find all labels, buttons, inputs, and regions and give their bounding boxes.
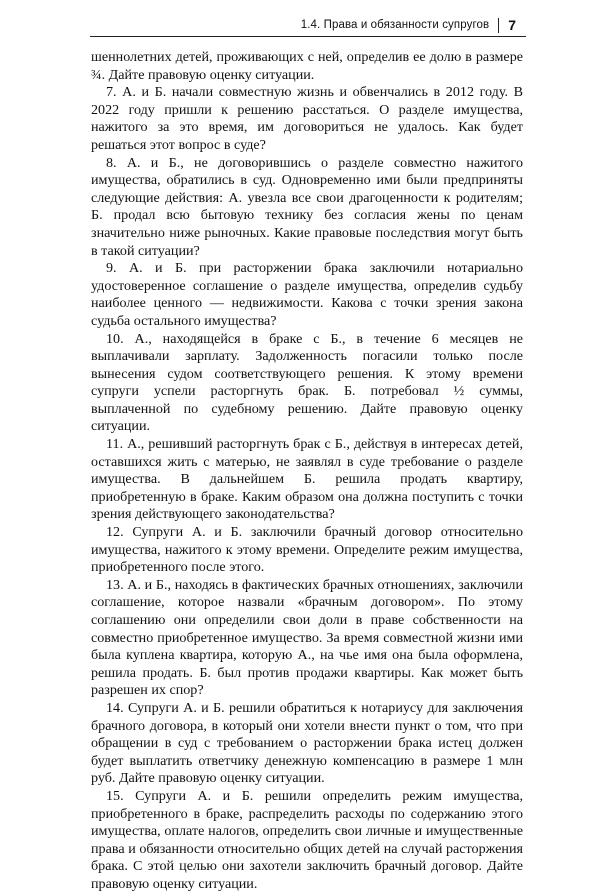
running-header xyxy=(90,14,526,37)
section-title: 1.4. Права и обязанности супругов xyxy=(300,19,490,31)
question-7: 7. А. и Б. начали совместную жизнь и обвенчались в 2012 году. В 2022 году пришли к решению расстаться. О разделе имущества, нажитого за это время, им договориться не удалось. Как будет решаться этот вопрос в суде? xyxy=(91,84,523,153)
question-14: 14. Супруги А. и Б. решили обратиться к нотариусу для заключения брачного договора, в который они хотели внести пункт о том, что при обращении в суд с требованием о расторжении брака истец должен будет выплатить ответчику денежную компенсацию в размере 1 млн руб. Дайте правовую оценку ситуации. xyxy=(91,699,523,787)
page-body xyxy=(91,49,523,894)
question-8: 8. А. и Б., не договорившись о разделе совместно нажитого имущества, обратились в суд. Одновременно ими были предприняты следующие действия: А. увезла все свои драгоценности к родителям; Б. продал всю бытовую технику без согласия жены по ценам значительно ниже рыночных. Какие правовые последствия могут быть в такой ситуации? xyxy=(91,154,523,259)
question-10: 10. А., находящейся в браке с Б., в течение 6 месяцев не выплачивали зарплату. Задолженность погасили только после вынесения судом соответствующего решения. К этому времени супруги успели расторгнуть брак. Б. потребовал ½ суммы, выплаченной по судебному решению. Дайте правовую оценку ситуации. xyxy=(91,330,523,435)
question-15: 15. Супруги А. и Б. решили определить режим имущества, приобретенного в браке, распределить расходы по содержанию этого имущества, оплате налогов, определить свои личные и имущественные права и обязанности относительно общих детей на случай расторжения брака. С этой целью они захотели заключить брачный договор. Дайте правовую оценку ситуации. xyxy=(91,787,523,892)
question-11: 11. А., решивший расторгнуть брак с Б., действуя в интересах детей, оставшихся жить с матерью, не заявлял в суде требование о разделе имущества. В дальнейшем Б. решила продать квартиру, приобретенную в браке. Каким образом она должна поступить с точки зрения действующего законодательства? xyxy=(91,436,523,523)
page-number: 7 xyxy=(508,17,516,33)
header-separator xyxy=(498,18,499,33)
question-12: 12. Супруги А. и Б. заключили брачный договор относительно имущества, нажитого к этому времени. Определите режим имущества, приобретенного после этого. xyxy=(91,524,523,576)
question-13: 13. А. и Б., находясь в фактических брачных отношениях, заключили соглашение, которое назвали «брачным договором». По этому соглашению они определили свои доли в праве собственности на совместно приобретенное имущество. За время совместной жизни ими была куплена квартира, которую А., на чье имя она была оформлена, решила продать. Б. был против продажи квартиры. Как может быть разрешен их спор? xyxy=(91,576,523,699)
question-9: 9. А. и Б. при расторжении брака заключили нотариально удостоверенное соглашение о разделе имущества, определив судьбу наиболее ценного — недвижимости. Какова с точки зрения закона судьба остального имущества? xyxy=(91,260,523,329)
paragraph-continuation: шеннолетних детей, проживающих с ней, определив ее долю в размере ¾. Дайте правовую оценку ситуации. xyxy=(91,49,523,83)
